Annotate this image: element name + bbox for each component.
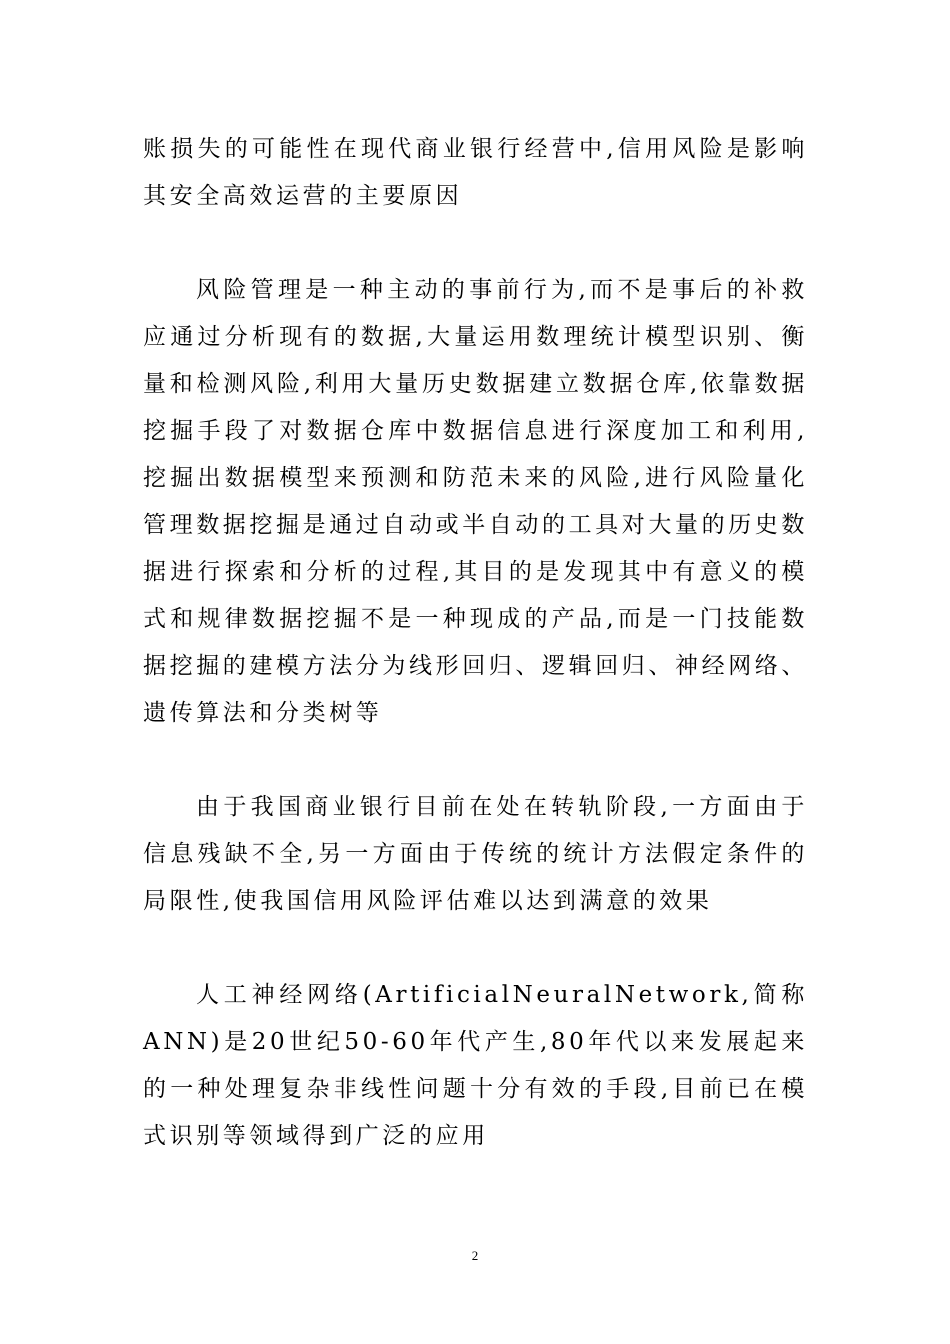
paragraph-continued: 账损失的可能性在现代商业银行经营中,信用风险是影响其安全高效运营的主要原因 xyxy=(143,136,808,209)
paragraph-neural-network: 人工神经网络(ArtificialNeuralNetwork,简称ANN)是20世纪50-60年代产生,80年代以来发展起来的一种处理复杂非线性问题十分有效的手段,目前已在模式识别等领域得到广泛的应用 xyxy=(143,982,808,1149)
paragraph-transition-stage: 由于我国商业银行目前在处在转轨阶段,一方面由于信息残缺不全,另一方面由于传统的统计方法假定条件的局限性,使我国信用风险评估难以达到满意的效果 xyxy=(143,794,808,914)
document-body xyxy=(143,126,808,1160)
page-number: 2 xyxy=(471,1248,479,1263)
paragraph-risk-management: 风险管理是一种主动的事前行为,而不是事后的补救应通过分析现有的数据,大量运用数理统计模型识别、衡量和检测风险,利用大量历史数据建立数据仓库,依靠数据挖掘手段了对数据仓库中数据信息进行深度加工和利用,挖掘出数据模型来预测和防范未来的风险,进行风险量化管理数据挖掘是通过自动或半自动的工具对大量的历史数据进行探索和分析的过程,其目的是发现其中有意义的模式和规律数据挖掘不是一种现成的产品,而是一门技能数据挖掘的建模方法分为线形回归、逻辑回归、神经网络、遗传算法和分类树等 xyxy=(143,277,808,726)
